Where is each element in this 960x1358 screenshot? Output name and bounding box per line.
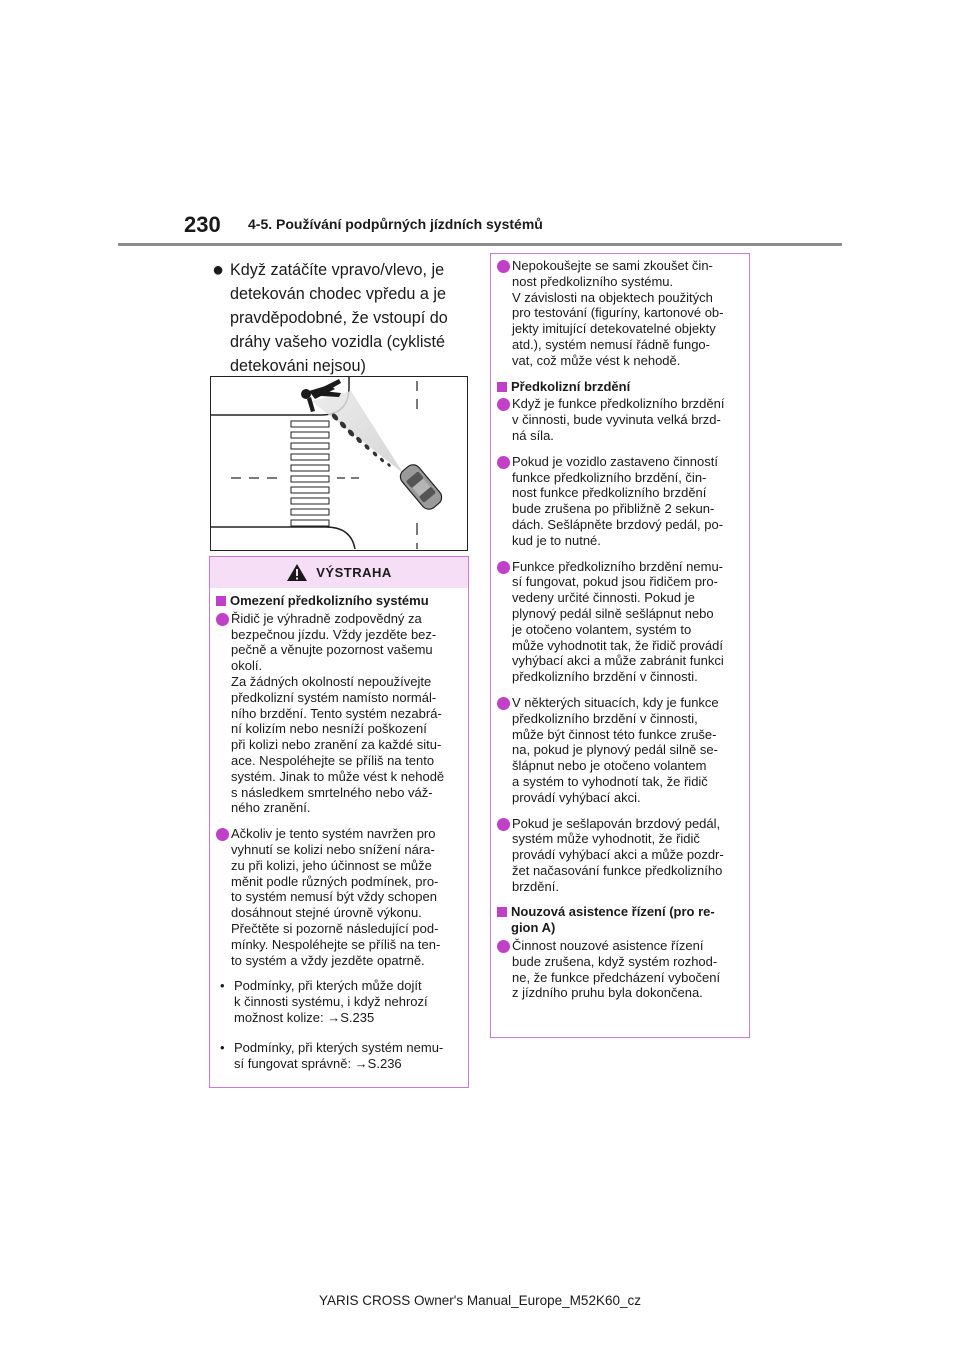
header-rule: [118, 243, 842, 246]
bullet-icon: ●: [212, 259, 225, 281]
circle-bullet-icon: [497, 818, 510, 831]
list-item: Ačkoliv je tento systém navržen pro vyhnutí se kolizi nebo snížení nára- zu při kolizi, jeho účinnost se může měnit podle různých podmínek, pro- to systém nemusí být vždy schopen dosáhnout stejné úrovně výkonu. Přečtěte si pozorně následující pod- mínky. Nespoléhejte se příliš na ten- to systém a vždy jezděte opatrně.: [216, 826, 462, 968]
circle-bullet-icon: [497, 561, 510, 574]
square-bullet-icon: [497, 382, 507, 392]
warning-continuation-box: [490, 253, 750, 1038]
sub-item: • Podmínky, při kterých může dojít k činnosti systému, i když nehrozí možnost kolize: →S.235: [220, 978, 428, 1025]
sub-item: • Podmínky, při kterých systém nemu- sí fungovat správně: →S.236: [220, 1039, 444, 1071]
intro-bullet: [212, 258, 474, 378]
intro-text: Když zatáčíte vpravo/vlevo, je detekován chodec vpředu a je pravděpodobné, že vstoupí do dráhy vašeho vozidla (cyklisté detekováni nejsou): [230, 261, 448, 375]
car-icon: [397, 462, 445, 513]
circle-bullet-icon: [497, 940, 510, 953]
section-title: 4-5. Používání podpůrných jízdních systémů: [248, 216, 543, 232]
warning-triangle-icon: [286, 563, 308, 582]
heading-emergency-steering-assist: Nouzová asistence řízení (pro re- gion A): [497, 904, 743, 936]
list-item: Pokud je sešlapován brzdový pedál, systém může vyhodnotit, že řidič provádí vyhýbací akci a může pozdr- žet načasování funkce předkolizního brzdění.: [497, 816, 743, 895]
square-bullet-icon: [216, 596, 226, 606]
list-item: Činnost nouzové asistence řízení bude zrušena, když systém rozhod- ne, že funkce předcházení vybočení z jízdního pruhu byla dokončena.: [497, 938, 743, 1001]
list-item: Funkce předkolizního brzdění nemu- sí fungovat, pokud jsou řidičem pro- vedeny určité činnosti. Pokud je plynový pedál silně sešlápnut nebo je otočeno volantem, systém to může vyhodnotit tak, že řidič provádí vyhýbací akci a může zabránit funkci předkolizního brzdění v činnosti.: [497, 559, 743, 685]
list-item: Když je funkce předkolizního brzdění v činnosti, bude vyvinuta velká brzd- ná síla.: [497, 396, 743, 443]
circle-bullet-icon: [497, 398, 510, 411]
warning-header: [210, 557, 468, 588]
square-bullet-icon: [497, 907, 507, 917]
circle-bullet-icon: [216, 828, 229, 841]
heading-pre-collision-braking: Předkolizní brzdění: [497, 379, 743, 395]
circle-bullet-icon: [497, 260, 510, 273]
illustration-pedestrian-detection: [210, 376, 468, 551]
list-item: Pokud je vozidlo zastaveno činností funkce předkolizního brzdění, čin- nost funkce předkolizního brzdění bude zrušena po přibližně 2 sekun- dách. Sešlápněte brzdový pedál, po- kud je to nutné.: [497, 454, 743, 549]
warning-heading: Omezení předkolizního systému: [216, 593, 462, 609]
list-item: V některých situacích, kdy je funkce předkolizního brzdění v činnosti, může být činnost této funkce zruše- na, pokud je plynový pedál silně se- šlápnut nebo je otočeno volantem a systém to vyhodnotí tak, že řidič provádí vyhýbací akci.: [497, 695, 743, 806]
circle-bullet-icon: [497, 697, 510, 710]
footer-manual-id: YARIS CROSS Owner's Manual_Europe_M52K60_cz: [319, 1293, 641, 1308]
list-item: Nepokoušejte se sami zkoušet čin- nost předkolizního systému. V závislosti na objektech použitých pro testování (figuríny, kartonové ob- jekty imitující detekovatelné objekty atd.), systém nemusí řádně fungo- vat, což může vést k nehodě.: [497, 258, 743, 369]
warning-box: [209, 556, 469, 1088]
page-number: 230: [184, 212, 221, 237]
warning-title: VÝSTRAHA: [316, 564, 392, 580]
intersection-diagram: [211, 377, 467, 550]
crosswalk: [291, 421, 329, 526]
list-item: Řidič je výhradně zodpovědný za bezpečnou jízdu. Vždy jezděte bez- pečně a věnujte pozornost vašemu okolí. Za žádných okolností nepoužívejte předkolizní systém namísto normál- ního brzdění. Tento systém nezabrá- ní kolizím nebo nesníží poškození při kolizi nebo zranění za každé situ- ace. Nespoléhejte se příliš na tento systém. Jinak to může vést k nehodě s následkem smrtelného nebo váž- ného zranění.: [216, 611, 462, 816]
curb-bottom: [211, 527, 355, 549]
circle-bullet-icon: [497, 456, 510, 469]
circle-bullet-icon: [216, 613, 229, 626]
